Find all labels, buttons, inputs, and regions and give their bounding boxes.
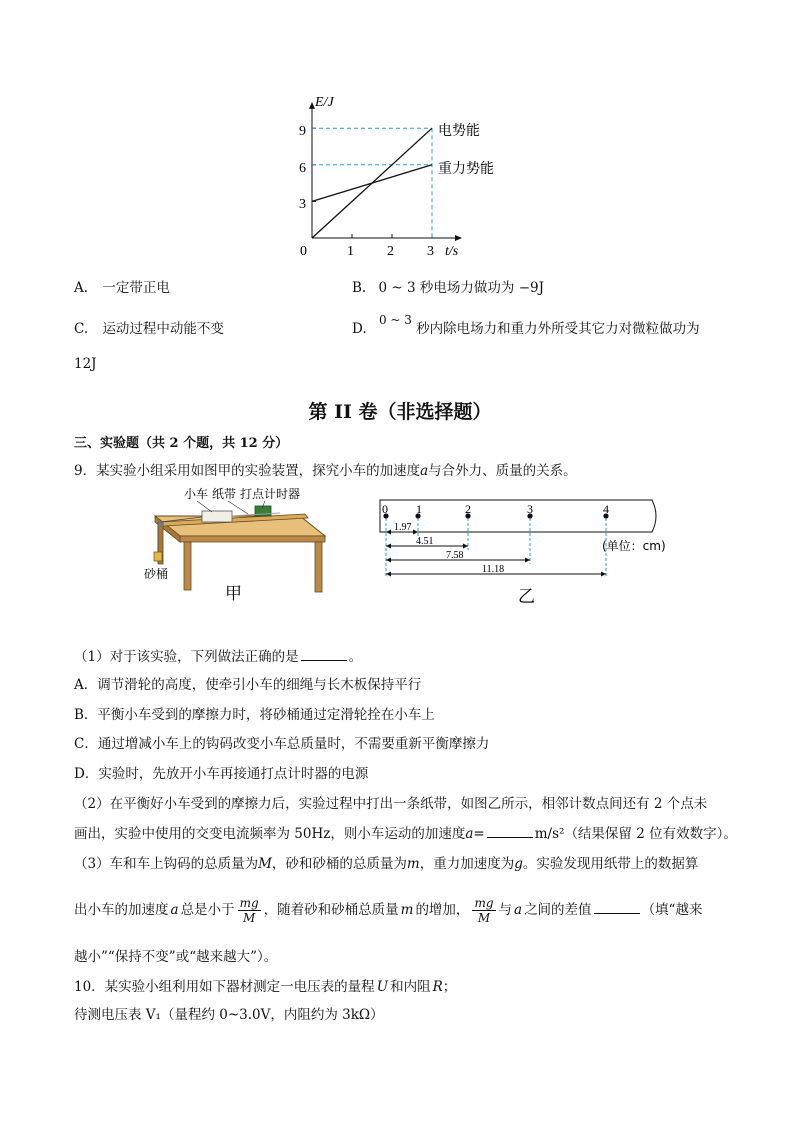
q9-part3-t10: 之间的差值: [524, 902, 592, 918]
q10-t1: 10．某实验小组利用如下器材测定一电压表的量程: [74, 979, 375, 995]
label-car: 小车: [184, 487, 209, 501]
point-label-1: 1: [416, 502, 422, 516]
frac-num-2: mg: [474, 896, 494, 910]
q9-part3-t3: ，重力加速度为: [419, 856, 515, 872]
option-d-label: D.: [352, 321, 367, 337]
x-tick-2: 2: [387, 244, 394, 259]
q10-U: U: [376, 979, 389, 995]
point-label-3: 3: [527, 502, 533, 516]
option-b-text: 秒电场力做功为: [419, 280, 515, 296]
unit-label: (单位：cm): [602, 539, 666, 553]
distance-d4: 11.18: [482, 564, 505, 575]
q9-stem: [74, 459, 577, 479]
option-d-range: 0 ~ 3: [378, 313, 412, 327]
table-edge: [180, 536, 325, 542]
q9-part2-var: a: [465, 826, 474, 842]
table-leg-2: [315, 542, 322, 592]
q9-part3-t7: ，随着砂和砂桶总质量: [263, 902, 399, 918]
figure-yi-paper-tape: [370, 494, 670, 608]
q8-option-a[interactable]: [74, 276, 170, 296]
section-ii-title: 第 II 卷（非选择题）: [308, 401, 492, 423]
option-c-label: C.: [74, 321, 89, 337]
series-line-1: [312, 165, 432, 202]
q9-option-c[interactable]: C．通过增减小车上的钩码改变小车总质量时，不需要重新平衡摩擦力: [74, 736, 490, 752]
y-tick-6: 6: [299, 161, 306, 176]
q10-line1: [74, 975, 456, 995]
q10-R: R: [432, 979, 443, 995]
q9-part3-t2: ，砂和砂桶的总质量为: [271, 856, 407, 872]
q8-option-c[interactable]: [74, 317, 224, 337]
option-b-label: B.: [352, 280, 367, 296]
leader-car: [197, 501, 212, 512]
bucket: [154, 552, 162, 561]
origin-label: 0: [300, 244, 307, 259]
label-tape: 纸带: [212, 487, 237, 501]
label-bucket: 砂桶: [144, 567, 169, 581]
q9-part3-M: M: [258, 856, 272, 872]
option-b-value: −9J: [518, 280, 544, 296]
q9-part3-t8: 的增加，: [415, 902, 470, 918]
q9-stem-part1: 9．某实验小组采用如图甲的实验装置，探究小车的加速度: [74, 463, 421, 479]
q9-part3-t1: （3）车和车上钩码的总质量为: [74, 856, 259, 872]
x-tick-1: 1: [347, 244, 354, 259]
q9-part1-end: 。: [348, 649, 363, 665]
q10-t3: ；: [442, 979, 457, 995]
q10-line2: 待测电压表 V₁（量程约 0~3.0V，内阻约为 3kΩ）: [74, 1007, 384, 1023]
caption-jia: 甲: [225, 584, 242, 604]
caption-yi: 乙: [518, 587, 535, 607]
option-a-text: 一定带正电: [102, 280, 170, 296]
distance-d2: 4.51: [416, 536, 434, 547]
q9-part2-line1: （2）在平衡好小车受到的摩擦力后，实验过程中打出一条纸带，如图乙所示，相邻计数点间还有 2 个点未: [74, 796, 708, 812]
q9-part3-t11: （填“越来: [641, 902, 703, 918]
distance-d1: 1.97: [394, 522, 412, 533]
option-d-text: 秒内除电场力和重力外所受其它力对微粒做功为: [416, 321, 700, 337]
distance-d3: 7.58: [446, 550, 464, 561]
q10-t2: 和内阻: [390, 979, 431, 995]
x-tick-3: 3: [427, 244, 434, 259]
q9-part3-a2: a: [514, 902, 523, 918]
q9-part2-unit: m/s²: [534, 826, 565, 842]
q9-part3-blank[interactable]: [594, 901, 640, 914]
frac-num-1: mg: [239, 896, 259, 910]
figure-jia-apparatus: [140, 484, 330, 604]
q9-part3-line1: [74, 852, 698, 872]
point-label-4: 4: [603, 502, 609, 516]
x-axis-label: t/s: [445, 244, 459, 259]
series-label-gravity: 重力势能: [438, 161, 494, 177]
option-b-range: 0 ~ 3: [378, 280, 416, 296]
q9-stem-var: a: [420, 463, 429, 479]
q9-part3-line2: [74, 896, 702, 925]
q9-part3-m2: m: [400, 902, 414, 918]
q9-part3-t5: 出小车的加速度: [74, 902, 169, 918]
q8-option-b[interactable]: [352, 276, 544, 296]
q9-option-a[interactable]: A．调节滑轮的高度，使牵引小车的细绳与长木板保持平行: [74, 677, 422, 693]
q9-part3-t6: 总是小于: [180, 902, 235, 918]
q9-stem-part2: 与合外力、质量的关系。: [428, 463, 577, 479]
q9-option-b[interactable]: B．平衡小车受到的摩擦力时，将砂桶通过定滑轮拴在小车上: [74, 707, 435, 723]
q9-part2-text: 画出，实验中使用的交变电流频率为 50Hz，则小车运动的加速度: [74, 826, 466, 842]
option-c-text: 运动过程中动能不变: [102, 321, 224, 337]
y-tick-3: 3: [299, 197, 306, 212]
energy-time-graph: [270, 88, 500, 260]
section-iii-title: 三、实验题（共 2 个题，共 12 分）: [74, 436, 289, 451]
q9-option-d[interactable]: D．实验时，先放开小车再接通打点计时器的电源: [74, 766, 369, 782]
q8-option-d-value: 12J: [74, 356, 97, 372]
q9-part1-prompt: [74, 645, 362, 665]
q9-part1-blank[interactable]: [301, 648, 347, 661]
q9-part3-line3: 越小”“保持不变”或“越来越大”）。: [74, 949, 278, 965]
label-timer: 打点计时器: [240, 487, 301, 501]
q9-part3-m: m: [406, 856, 420, 872]
q9-part2-line2: [74, 822, 737, 842]
q9-part2-note: （结果保留 2 位有效数字）。: [564, 826, 737, 842]
q9-part3-t9: 与: [498, 902, 512, 918]
q9-part2-blank[interactable]: [487, 825, 533, 838]
q9-part2-eq: =: [473, 826, 485, 842]
q9-part3-a: a: [170, 902, 179, 918]
q8-option-d[interactable]: [352, 313, 700, 337]
car: [202, 511, 232, 522]
x-axis-arrow: [455, 235, 462, 241]
point-label-0: 0: [382, 502, 388, 516]
frac-den-1: M: [242, 911, 256, 925]
fraction-mg-over-M: [238, 896, 261, 925]
q9-part1-text: （1）对于该实验，下列做法正确的是: [74, 649, 299, 665]
table-leg-1: [184, 542, 191, 590]
point-label-2: 2: [465, 502, 471, 516]
fraction-mg-over-M-2: [472, 896, 495, 925]
frac-den-2: M: [477, 911, 491, 925]
q9-part3-t4: 。实验发现用纸带上的数据算: [522, 856, 699, 872]
series-label-electric: 电势能: [438, 123, 480, 139]
y-tick-9: 9: [299, 124, 306, 139]
y-axis-label: E/J: [315, 95, 334, 110]
option-a-label: A.: [74, 280, 89, 296]
q9-part3-g: g: [514, 856, 523, 872]
